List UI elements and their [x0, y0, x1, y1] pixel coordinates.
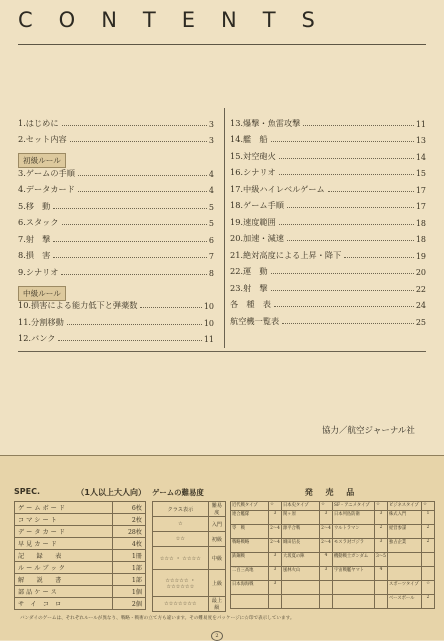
- toc-entry-page: 11: [415, 119, 426, 129]
- toc-entry-label: 15.対空砲火: [230, 150, 276, 161]
- products-stars: 1: [422, 511, 435, 525]
- spec-item: 早 見 カ ー ド: [15, 538, 113, 550]
- toc-entry: [230, 195, 426, 212]
- toc-leader: [140, 307, 201, 308]
- products-stars: 3: [375, 539, 388, 553]
- spec-qty: 28枚: [113, 526, 146, 538]
- products-title-cell: 二百三高地: [231, 567, 269, 581]
- difficulty-level: 入門: [208, 517, 225, 532]
- products-stars: 2: [422, 595, 435, 609]
- toc-entry-label: 23.射 撃: [230, 282, 268, 293]
- toc-entry-label: 16.シナリオ: [230, 167, 276, 177]
- toc-entry-label: 9.シナリオ: [18, 266, 59, 277]
- difficulty-row: [153, 597, 226, 612]
- toc-leader: [279, 158, 414, 159]
- products-stars: 3: [320, 567, 333, 581]
- toc-entry-page: 24: [415, 301, 426, 310]
- toc-entry-page: 4: [208, 169, 214, 179]
- products-title-cell: [388, 567, 422, 581]
- toc-entry-page: 7: [208, 252, 214, 261]
- toc-entry: [18, 261, 214, 278]
- toc-leader: [271, 290, 414, 291]
- products-title-cell: 経営参謀: [388, 525, 422, 539]
- difficulty-level: 中級: [208, 547, 225, 570]
- toc-entry: [18, 245, 214, 262]
- products-title-cell: 風林火山: [282, 567, 320, 581]
- toc-entry: [18, 179, 214, 196]
- products-stars: 3: [269, 553, 282, 567]
- products-stars: 2: [375, 525, 388, 539]
- products-title-cell: ウルトラマン: [333, 525, 375, 539]
- spec-row: [15, 514, 146, 526]
- toc-entry-label: 8.損 害: [18, 250, 51, 260]
- products-stars: [375, 581, 388, 595]
- products-row: [231, 525, 435, 539]
- toc-entry-page: 3: [208, 136, 214, 145]
- products-title-cell: 機動戦士ガンダム: [333, 553, 375, 567]
- products-header: ☆: [375, 502, 388, 511]
- toc-entry-label: 4.データカード: [18, 184, 75, 194]
- toc-entry: [230, 211, 426, 228]
- toc-entry-page: 3: [208, 119, 214, 129]
- toc-entry-page: 19: [415, 251, 426, 261]
- toc-section-label: 初級ルール: [18, 153, 66, 168]
- credit-line: 協力／航空ジャーナル社: [322, 426, 415, 436]
- toc-leader: [344, 257, 414, 258]
- difficulty-title: ゲームの難易度: [152, 488, 204, 497]
- difficulty-row: [153, 532, 226, 547]
- spec-item: 解 説 書: [15, 574, 113, 586]
- products-title-cell: [333, 595, 375, 609]
- spec-table: [14, 501, 146, 610]
- products-stars: 4: [375, 567, 388, 581]
- toc-section-heading: [18, 148, 214, 165]
- toc-entry: [18, 129, 214, 146]
- products-header: 日本史タイプ: [282, 502, 320, 511]
- toc-leader: [53, 208, 207, 209]
- products-row: [231, 581, 435, 595]
- spec-box: [14, 487, 146, 610]
- spec-qty: 1冊: [113, 550, 146, 562]
- toc-leader: [62, 125, 207, 126]
- toc-leader: [70, 141, 207, 142]
- toc-bottom-rule: [18, 351, 426, 352]
- difficulty-level: 最上級: [208, 597, 225, 612]
- spec-row: [15, 502, 146, 514]
- toc-entry-page: 15: [415, 169, 426, 178]
- toc-entry-page: 10: [203, 302, 214, 311]
- toc-entry-page: 5: [208, 219, 214, 228]
- spec-row: [15, 586, 146, 598]
- products-title-cell: [282, 595, 320, 609]
- page-title: CONTENTS: [18, 8, 341, 32]
- difficulty-table: [152, 501, 226, 612]
- products-stars: [320, 581, 333, 595]
- products-row: [231, 567, 435, 581]
- toc-entry: [230, 294, 426, 311]
- difficulty-header-class: クラス表示: [153, 502, 209, 517]
- toc-entry-page: 13: [415, 136, 426, 145]
- products-stars: 2〜4: [269, 539, 282, 553]
- toc-leader: [53, 257, 207, 258]
- products-stars: 4: [320, 553, 333, 567]
- toc-entry: [230, 112, 426, 129]
- toc-leader: [328, 191, 414, 192]
- toc-section-heading: [18, 281, 214, 298]
- toc-entry-page: 4: [208, 186, 214, 195]
- toc-leader: [279, 224, 414, 225]
- toc-entry-label: 11.分割移動: [18, 316, 64, 327]
- difficulty-box: [152, 487, 226, 612]
- toc-entry: [230, 162, 426, 179]
- info-panel: [0, 455, 444, 640]
- toc-entry-label: 航空機一覧表: [230, 315, 280, 326]
- toc-entry-page: 10: [203, 318, 214, 328]
- products-stars: 2: [422, 539, 435, 553]
- products-stars: [422, 567, 435, 581]
- toc-entry-page: 22: [415, 284, 426, 294]
- toc-entry: [230, 261, 426, 278]
- toc-entry-page: 17: [415, 202, 426, 211]
- difficulty-row: [153, 570, 226, 597]
- toc-entry-label: 19.速度範囲: [230, 216, 276, 227]
- products-stars: 3: [269, 511, 282, 525]
- products-stars: [375, 595, 388, 609]
- spec-item: サ イ コ ロ: [15, 598, 113, 610]
- toc-entry-page: 18: [415, 235, 426, 244]
- page-number: 2: [211, 631, 223, 641]
- toc-leader: [282, 323, 414, 324]
- toc-entry-label: 18.ゲーム手順: [230, 200, 284, 210]
- toc-leader: [303, 125, 413, 126]
- spec-item: デ ー タ カ ー ド: [15, 526, 113, 538]
- products-row: [231, 595, 435, 609]
- products-header: ☆: [320, 502, 333, 511]
- products-row: [231, 539, 435, 553]
- toc-entry-label: 各 種 表: [230, 299, 271, 309]
- toc-entry-label: 7.射 撃: [18, 233, 51, 244]
- difficulty-level: 初級: [208, 532, 225, 547]
- products-table: [230, 501, 435, 609]
- products-title-cell: ベースボール: [388, 595, 422, 609]
- toc-entry: [230, 129, 426, 146]
- toc-entry: [18, 212, 214, 229]
- spec-qty: 1部: [113, 574, 146, 586]
- spec-item: 部 品 ケ ー ス: [15, 586, 113, 598]
- toc-entry: [230, 244, 426, 261]
- products-stars: 3: [269, 581, 282, 595]
- spec-item: 記 録 表: [15, 550, 113, 562]
- difficulty-stars: ☆: [153, 517, 209, 532]
- spec-item: ゲ ー ム ボ ー ド: [15, 502, 113, 514]
- toc-right-column: [230, 112, 426, 327]
- products-title-cell: 織田信長: [282, 539, 320, 553]
- header: [18, 8, 426, 32]
- toc-entry-label: 10.損害による能力低下と弾薬数: [18, 300, 138, 310]
- column-divider: [224, 108, 225, 348]
- products-title-cell: 連合艦隊: [231, 511, 269, 525]
- spec-qty: 2個: [113, 598, 146, 610]
- toc-entry-label: 12.バンク: [18, 333, 56, 343]
- toc-entry: [230, 145, 426, 162]
- toc-entry: [18, 311, 214, 328]
- products-box: [230, 487, 434, 609]
- products-header: ☆: [269, 502, 282, 511]
- toc-entry: [230, 310, 426, 327]
- products-stars: 3: [375, 511, 388, 525]
- spec-qty: 6枚: [113, 502, 146, 514]
- toc-entry: [230, 228, 426, 245]
- difficulty-stars: ☆☆☆ ・ ☆☆☆☆: [153, 547, 209, 570]
- toc-entry-label: 20.加速・減速: [230, 233, 284, 243]
- toc-entry: [230, 178, 426, 195]
- panel-top-rule: [0, 455, 444, 456]
- toc-left-column: [18, 112, 214, 344]
- toc-entry-label: 1.はじめに: [18, 117, 59, 128]
- products-title-cell: 日本海海戦: [231, 581, 269, 595]
- products-stars: 2〜4: [320, 539, 333, 553]
- toc-leader: [287, 207, 414, 208]
- spec-item: ル ー ル ブ ッ ク: [15, 562, 113, 574]
- products-header: 近代戦タイプ: [231, 502, 269, 511]
- products-title-cell: 鉄鋼戦: [231, 553, 269, 567]
- toc-entry-page: 18: [415, 218, 426, 228]
- spec-qty: 1個: [113, 586, 146, 598]
- products-header: ☆: [422, 502, 435, 511]
- toc-entry-label: 5.移 動: [18, 200, 51, 211]
- products-title-cell: スポーツタイプ: [388, 581, 422, 595]
- toc-leader: [53, 241, 207, 242]
- products-title-cell: モスラ対ゴジラ: [333, 539, 375, 553]
- toc-entry-page: 17: [415, 185, 426, 195]
- toc-entry: [230, 277, 426, 294]
- products-title-cell: 宇宙戦艦ヤマト: [333, 567, 375, 581]
- spec-qty: 1部: [113, 562, 146, 574]
- toc-leader: [58, 340, 201, 341]
- products-row: [231, 553, 435, 567]
- products-header: SF・アニメタイプ: [333, 502, 375, 511]
- difficulty-row: [153, 547, 226, 570]
- spec-row: [15, 538, 146, 550]
- toc-entry: [18, 112, 214, 129]
- products-stars: 3: [269, 567, 282, 581]
- products-stars: 2〜4: [320, 525, 333, 539]
- products-title-cell: 源平合戦: [282, 525, 320, 539]
- footnote: バンダイのゲームは、それぞれルールが異なり、戦略・戦術の立て方も違います。その難易度をパッケージに☆印で表示しています。: [20, 616, 295, 621]
- toc-entry-label: 21.絶対高度による上昇・降下: [230, 249, 342, 260]
- products-header: ビジネスタイプ: [388, 502, 422, 511]
- products-stars: [269, 595, 282, 609]
- products-row: [231, 511, 435, 525]
- toc-entry-page: 11: [203, 335, 214, 344]
- difficulty-stars: ☆☆☆☆☆ ・ ☆☆☆☆☆☆: [153, 570, 209, 597]
- products-stars: 2: [422, 525, 435, 539]
- toc-leader: [67, 324, 202, 325]
- toc-leader: [271, 141, 414, 142]
- toc-leader: [274, 306, 414, 307]
- products-stars: [422, 553, 435, 567]
- spec-row: [15, 574, 146, 586]
- toc-entry-label: 13.爆撃・魚雷攻撃: [230, 117, 301, 128]
- difficulty-stars: ☆☆: [153, 532, 209, 547]
- toc-entry-page: 14: [415, 152, 426, 162]
- spec-row: [15, 550, 146, 562]
- products-stars: ☆: [422, 581, 435, 595]
- spec-note: （1人以上大人向）: [76, 488, 146, 497]
- difficulty-level: 上級: [208, 570, 225, 597]
- products-title-cell: 独占企業: [388, 539, 422, 553]
- spec-title: SPEC.: [14, 487, 40, 496]
- toc-entry-page: 6: [208, 235, 214, 245]
- products-title-cell: [333, 581, 375, 595]
- toc-leader: [78, 191, 207, 192]
- products-title-cell: 関ヶ原: [282, 511, 320, 525]
- toc-entry-label: 2.セット内容: [18, 134, 67, 144]
- products-title-cell: [231, 595, 269, 609]
- spec-item: コ マ シ ー ト: [15, 514, 113, 526]
- products-title-cell: 株式入門: [388, 511, 422, 525]
- toc-entry: [18, 328, 214, 345]
- toc-entry-page: 5: [208, 202, 214, 212]
- products-title-cell: 零 戦: [231, 525, 269, 539]
- toc-leader: [62, 224, 207, 225]
- toc-entry-page: 25: [415, 317, 426, 327]
- title-rule: [18, 44, 426, 45]
- difficulty-stars: ☆☆☆☆☆☆☆: [153, 597, 209, 612]
- toc-leader: [271, 273, 414, 274]
- products-title-cell: [388, 553, 422, 567]
- spec-qty: 2枚: [113, 514, 146, 526]
- toc-entry-label: 14.艦 船: [230, 134, 268, 144]
- toc-leader: [61, 274, 206, 275]
- toc-leader: [279, 174, 414, 175]
- products-title-cell: 大坂夏の陣: [282, 553, 320, 567]
- toc-entry-label: 6.スタック: [18, 217, 59, 227]
- toc-entry-page: 8: [208, 268, 214, 278]
- toc-entry-page: 20: [415, 268, 426, 277]
- products-stars: 3〜5: [375, 553, 388, 567]
- products-title-cell: 戦略戦略: [231, 539, 269, 553]
- difficulty-header-level: 難易度: [208, 502, 225, 517]
- toc-leader: [287, 240, 414, 241]
- products-title-cell: 日本列島防衛: [333, 511, 375, 525]
- products-stars: [320, 595, 333, 609]
- toc-entry-label: 17.中級ハイレベルゲーム: [230, 183, 325, 194]
- toc-entry: [18, 228, 214, 245]
- products-stars: 2〜4: [269, 525, 282, 539]
- toc-entry: [18, 195, 214, 212]
- toc-entry-label: 22.運 動: [230, 266, 268, 276]
- spec-qty: 4枚: [113, 538, 146, 550]
- toc-leader: [78, 175, 207, 176]
- products-stars: 3: [320, 511, 333, 525]
- toc-entry-label: 3.ゲームの手順: [18, 167, 75, 178]
- toc-section-label: 中級ルール: [18, 286, 66, 301]
- spec-row: [15, 562, 146, 574]
- spec-row: [15, 526, 146, 538]
- spec-row: [15, 598, 146, 610]
- products-title: 発 売 品: [304, 488, 360, 497]
- products-title-cell: [282, 581, 320, 595]
- difficulty-row: [153, 517, 226, 532]
